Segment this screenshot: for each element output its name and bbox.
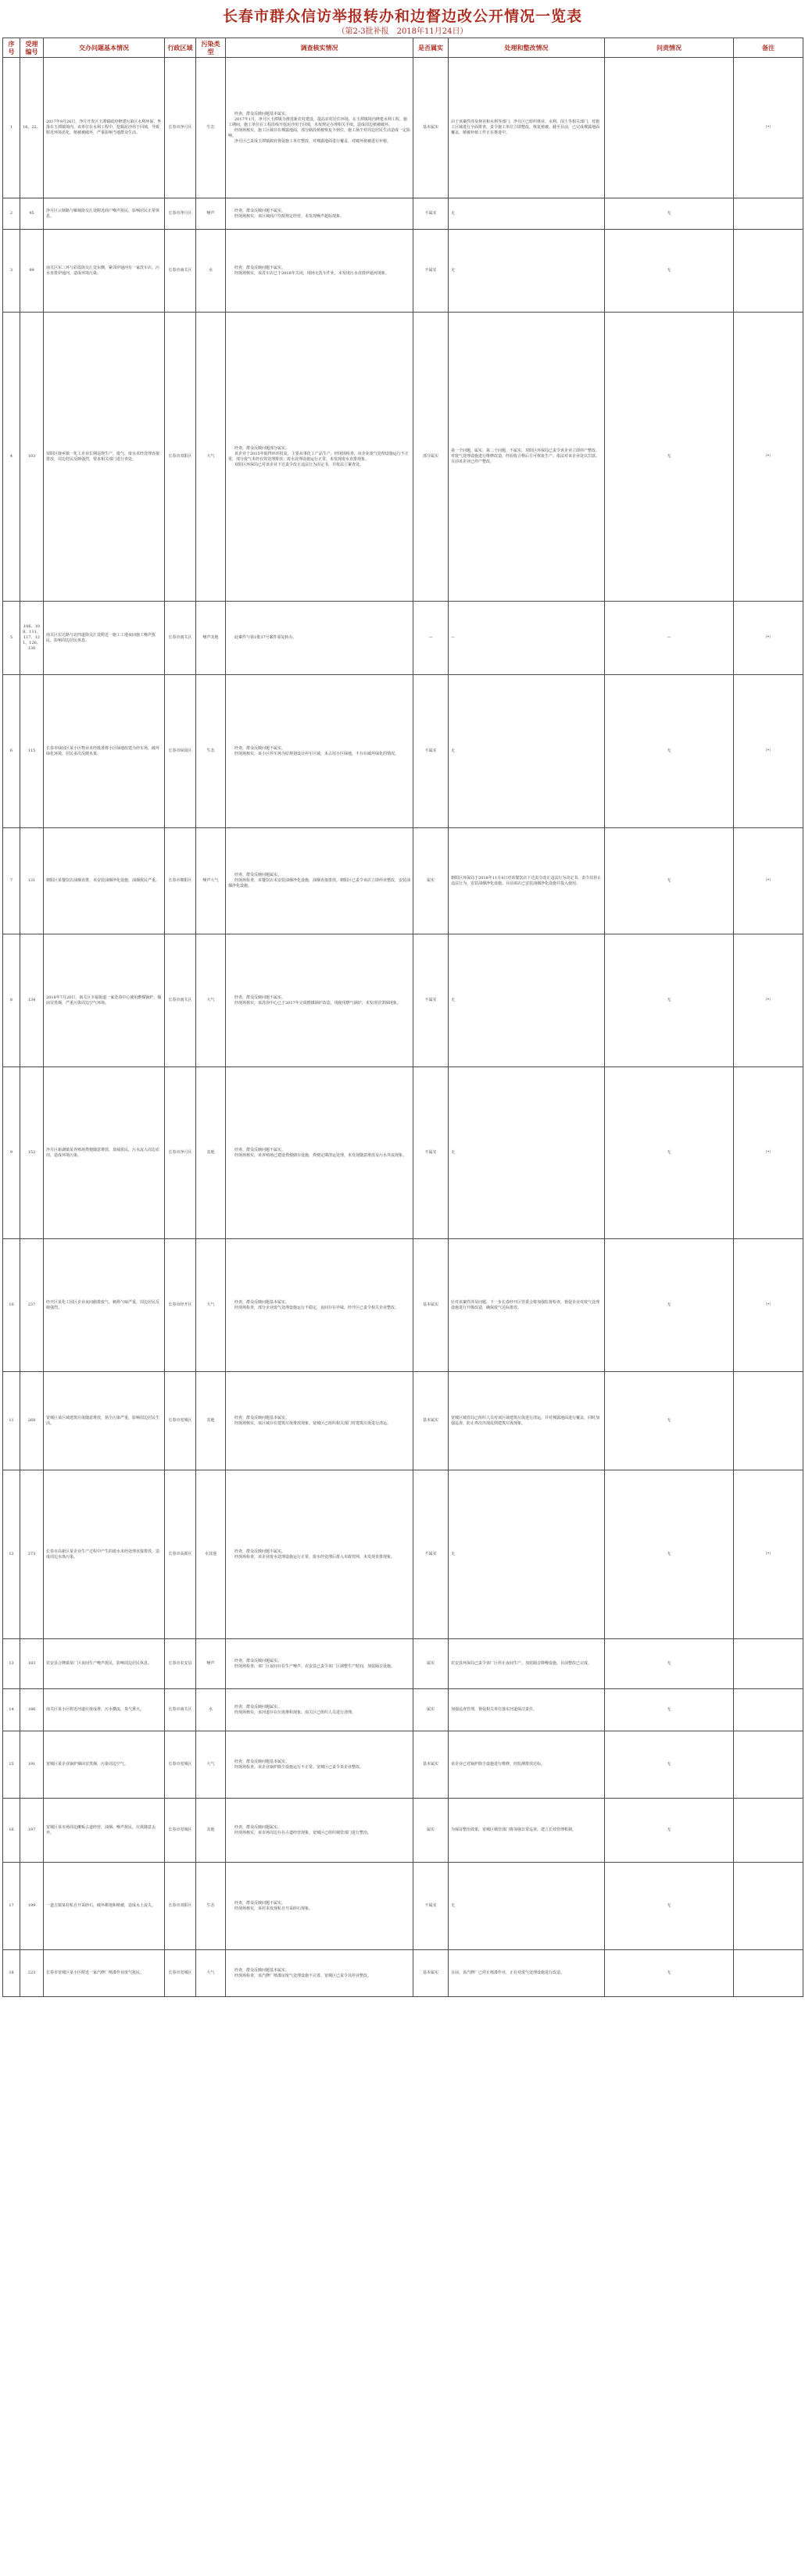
row-number: 14 bbox=[3, 1689, 20, 1731]
row-account: 无 bbox=[605, 934, 734, 1067]
detail-paragraph: 经查，群众反映问题基本属实。 bbox=[234, 1415, 290, 1420]
table-row bbox=[3, 828, 803, 934]
row-detail bbox=[226, 675, 413, 828]
row-detail bbox=[226, 198, 413, 230]
table-body bbox=[3, 58, 803, 1997]
row-account: 无 bbox=[605, 1372, 734, 1470]
row-remark: （*） bbox=[734, 1239, 803, 1372]
row-code: 199 bbox=[20, 1863, 44, 1950]
row-account: 无 bbox=[605, 230, 734, 313]
row-rectify: — bbox=[449, 602, 605, 675]
row-summary: 双阳区鹿乡镇一化工企业长期违规生产，废气、废水未经处理直接排放，周边村民反映强烈，要求相关部门进行查处。 bbox=[44, 313, 165, 602]
row-detail bbox=[226, 1950, 413, 1997]
row-type: 生态 bbox=[196, 58, 226, 198]
detail-paragraph: 经现场检查，该企业废水处理设施运行正常，废水经处理后排入市政管网，未发现直排现象。 bbox=[234, 1554, 395, 1560]
row-number: 1 bbox=[3, 58, 20, 198]
row-detail bbox=[226, 1731, 413, 1799]
col-header: 调查核实情况 bbox=[226, 38, 413, 58]
row-detail bbox=[226, 1689, 413, 1731]
detail-paragraph: 经现场核实，该区域存在建筑垃圾堆放现象。宽城区已组织相关部门对建筑垃圾进行清运。 bbox=[234, 1420, 392, 1426]
table-row bbox=[3, 1067, 803, 1239]
row-account: 无 bbox=[605, 198, 734, 230]
row-verified: 属实 bbox=[413, 1799, 449, 1863]
row-code: 106、108、111、117、121、126、130 bbox=[20, 602, 44, 675]
header-row bbox=[3, 38, 803, 58]
row-verified: 属实 bbox=[413, 1639, 449, 1689]
row-rectify: 无 bbox=[449, 230, 605, 313]
detail-paragraph: 经查，群众反映问题部分属实。 bbox=[234, 445, 290, 451]
row-summary: 一道吉镇某村私自开采砂石，破坏耕地和植被，造成水土流失。 bbox=[44, 1863, 165, 1950]
detail-paragraph: 净月区已责成玉潭镇政府督促施工单位整改，对裸露地面进行覆盖，对破坏植被进行补植。 bbox=[234, 138, 392, 144]
row-area: 长春市宽城区 bbox=[165, 1372, 196, 1470]
row-detail bbox=[226, 1639, 413, 1689]
row-code: 16、22、 bbox=[20, 58, 44, 198]
col-header: 污染类型 bbox=[196, 38, 226, 58]
row-verified: — bbox=[413, 602, 449, 675]
row-rectify: 该企业已对锅炉除尘设施进行维修，经监测排放达标。 bbox=[449, 1731, 605, 1799]
row-area: 长春市宽城区 bbox=[165, 1799, 196, 1863]
row-type: 大气 bbox=[196, 1239, 226, 1372]
row-type: 水 bbox=[196, 230, 226, 313]
detail-paragraph: 经现场核实，该洗车店已于2018年关闭，现场无洗车作业，未发现污水直排伊通河现象。 bbox=[234, 270, 389, 276]
row-verified: 不属实 bbox=[413, 1470, 449, 1639]
detail-paragraph: 经现场检查，该厂区夜间存在生产噪声。农安县已责令该厂区调整生产时间，加装隔音设施。 bbox=[234, 1663, 395, 1669]
row-detail bbox=[226, 1067, 413, 1239]
row-type: 水 bbox=[196, 1689, 226, 1731]
row-rectify: 无 bbox=[449, 1067, 605, 1239]
table-row bbox=[3, 602, 803, 675]
row-verified: 不属实 bbox=[413, 675, 449, 828]
row-verified: 基本属实 bbox=[413, 58, 449, 198]
row-verified: 部分属实 bbox=[413, 313, 449, 602]
row-type: 噪声其他 bbox=[196, 602, 226, 675]
row-verified: 不属实 bbox=[413, 1067, 449, 1239]
page-title: 长春市群众信访举报转办和边督边改公开情况一览表 bbox=[222, 8, 582, 25]
row-rectify: 为保证整治效果，宽城区城管部门将加强日常巡查，建立长效管理机制。 bbox=[449, 1799, 605, 1863]
table-row bbox=[3, 1950, 803, 1997]
col-header: 问责情况 bbox=[605, 38, 734, 58]
row-account: 无 bbox=[605, 1950, 734, 1997]
detail-paragraph: 该企业于2015年取得环评批复，主要从事化工产品生产。经现场检查，该企业废气处理设施运行不正常，部分废气未经有效处理排放；废水处理设施运行正常，未发现废水直排现象。 bbox=[228, 451, 409, 462]
row-rectify: 无 bbox=[449, 1863, 605, 1950]
row-remark bbox=[734, 198, 803, 230]
col-header: 备注 bbox=[734, 38, 803, 58]
row-type: 大气 bbox=[196, 1950, 226, 1997]
detail-paragraph: 经现场核实，该小区停车场为原规划设计停车区域，未占用小区绿地，不存在破坏绿化的情况。 bbox=[234, 751, 399, 756]
detail-paragraph: 经现场核实，该区域商户均按规定经营，未发现噪声超标现象。 bbox=[234, 213, 345, 219]
row-summary: 朝阳区某餐饮店油烟直排，未安装油烟净化设施，油烟扰民严重。 bbox=[44, 828, 165, 934]
row-code: 197 bbox=[20, 1799, 44, 1863]
detail-paragraph: 经查，群众反映问题属实。 bbox=[234, 1658, 282, 1663]
row-verified: 属实 bbox=[413, 1689, 449, 1731]
row-type: 生态 bbox=[196, 675, 226, 828]
detail-paragraph: 经现场检查，该企业锅炉除尘设施运行不正常。宽城区已责令该企业整改。 bbox=[234, 1764, 364, 1770]
row-summary: 南关区宏达路与北四道街交汇处附近一施工工地夜间施工噪声扰民，影响周边居民休息。 bbox=[44, 602, 165, 675]
row-detail bbox=[226, 1239, 413, 1372]
row-number: 15 bbox=[3, 1731, 20, 1799]
row-code: 191 bbox=[20, 1731, 44, 1799]
row-code: 183 bbox=[20, 1639, 44, 1689]
row-account: 无 bbox=[605, 1799, 734, 1863]
row-account: 无 bbox=[605, 1470, 734, 1639]
row-code: 103 bbox=[20, 313, 44, 602]
row-type: 生态 bbox=[196, 1863, 226, 1950]
row-area: 长春市双阳区 bbox=[165, 1863, 196, 1950]
detail-paragraph: 经现场核实，该洗浴中心已于2017年完成燃煤锅炉改造，现使用燃气锅炉，未发现冒黑烟现象。 bbox=[234, 1000, 401, 1006]
row-type: 大气 bbox=[196, 934, 226, 1067]
table-row bbox=[3, 1689, 803, 1731]
row-number: 4 bbox=[3, 313, 20, 602]
table-row bbox=[3, 1470, 803, 1639]
row-code: 99 bbox=[20, 230, 44, 313]
row-verified: 基本属实 bbox=[413, 1731, 449, 1799]
table-row bbox=[3, 1639, 803, 1689]
detail-paragraph: 经现场核实，该市场周边存在占道经营现象。宽城区已组织城管部门进行整治。 bbox=[234, 1830, 372, 1835]
row-detail bbox=[226, 230, 413, 313]
row-remark bbox=[734, 1372, 803, 1470]
row-area: 长春市农安县 bbox=[165, 1639, 196, 1689]
table-row bbox=[3, 198, 803, 230]
table-row bbox=[3, 58, 803, 198]
detail-paragraph: 经查，群众反映问题不属实。 bbox=[234, 208, 286, 213]
detail-paragraph: 双阳区环保局已对该企业下达责令改正违法行为决定书，并依法立案查处。 bbox=[234, 462, 364, 467]
row-summary: 宽城区某市场周边摊贩占道经营，油烟、噪声扰民，垃圾随意丢弃。 bbox=[44, 1799, 165, 1863]
row-summary: 南关区某小区附近河道垃圾成堆，污水横流，臭气熏天。 bbox=[44, 1689, 165, 1731]
detail-paragraph: 经查，群众反映问题基本属实。 bbox=[234, 111, 290, 116]
row-area: 长春市朝阳区 bbox=[165, 828, 196, 934]
row-code: 186 bbox=[20, 1689, 44, 1731]
row-remark: （*） bbox=[734, 602, 803, 675]
table-row bbox=[3, 934, 803, 1067]
row-account: 无 bbox=[605, 1863, 734, 1950]
row-detail bbox=[226, 1372, 413, 1470]
row-type: 其他 bbox=[196, 1372, 226, 1470]
row-code: 115 bbox=[20, 675, 44, 828]
col-header: 处理和整改情况 bbox=[449, 38, 605, 58]
detail-paragraph: 经查，群众反映问题不属实。 bbox=[234, 265, 286, 270]
row-detail bbox=[226, 1470, 413, 1639]
report-table bbox=[2, 38, 803, 1997]
row-rectify: 农安县环保局已责令该厂区停止夜间生产，加装隔音降噪设施，目前整改已完成。 bbox=[449, 1639, 605, 1689]
row-summary: 长春市高新区某企业生产过程中产生的废水未经处理直接排放，造成周边水体污染。 bbox=[44, 1470, 165, 1639]
row-remark bbox=[734, 1639, 803, 1689]
row-account: — bbox=[605, 602, 734, 675]
row-area: 长春市净月区 bbox=[165, 198, 196, 230]
detail-paragraph: 经现场核实，施工区域存在裸露地面，部分路段植被恢复不到位，施工扬尘对周边居民生活造成一定影响。 bbox=[228, 127, 411, 138]
row-summary: 净月区新湖镇某养殖场粪便随意堆放，臭味扰民，污水流入周边农田，造成环境污染。 bbox=[44, 1067, 165, 1239]
row-area: 长春市双阳区 bbox=[165, 313, 196, 602]
row-number: 6 bbox=[3, 675, 20, 828]
detail-paragraph: 经查，群众反映问题不属实。 bbox=[234, 1900, 286, 1906]
detail-paragraph: 此案件与第1批37号案件重复转办。 bbox=[234, 635, 297, 640]
table-row bbox=[3, 1863, 803, 1950]
row-summary: 宽城区某区域建筑垃圾随意堆放，扬尘污染严重，影响周边居民生活。 bbox=[44, 1372, 165, 1470]
row-verified: 基本属实 bbox=[413, 1239, 449, 1372]
row-account: 无 bbox=[605, 1689, 734, 1731]
table-row bbox=[3, 1372, 803, 1470]
row-area: 长春市南关区 bbox=[165, 230, 196, 313]
row-code: 268 bbox=[20, 1372, 44, 1470]
detail-paragraph: 经查，群众反映问题基本属实。 bbox=[234, 1299, 290, 1305]
row-verified: 基本属实 bbox=[413, 1950, 449, 1997]
row-number: 5 bbox=[3, 602, 20, 675]
detail-paragraph: 经现场核实，该村未发现私自开采砂石现象。 bbox=[234, 1906, 313, 1911]
row-rectify: 无 bbox=[449, 198, 605, 230]
row-rectify: 加强巡查管理，督促相关单位落实河道保洁责任。 bbox=[449, 1689, 605, 1731]
row-number: 17 bbox=[3, 1863, 20, 1950]
row-code: 131 bbox=[20, 828, 44, 934]
row-area: 长春市宽城区 bbox=[165, 1950, 196, 1997]
row-summary: 2017年9月26日，净月开发区玉潭镇政府修建污染区水利环保，坐落在玉潭镇境内，该单位在水利工程中，挖掘泥沙用于回填，导致附近环境恶化，植被被破坏，严重影响当地群众生活。 bbox=[44, 58, 165, 198]
page-subtitle: （第2-3批补报 2018年11月24日） bbox=[337, 27, 468, 36]
row-code: 95 bbox=[20, 198, 44, 230]
row-remark bbox=[734, 1689, 803, 1731]
detail-paragraph: 经查，群众反映问题属实。 bbox=[234, 1824, 282, 1830]
row-detail bbox=[226, 1863, 413, 1950]
table-row bbox=[3, 230, 803, 313]
row-area: 长春市经开区 bbox=[165, 1239, 196, 1372]
row-area: 长春市宽城区 bbox=[165, 1731, 196, 1799]
row-rectify: 针对该案件涉及问题，下一步长春经开区管委会将加强监督检查，督促企业对废气处理设施进行升级改造，确保废气达标排放。 bbox=[449, 1239, 605, 1372]
detail-paragraph: 经查，群众反映问题不属实。 bbox=[234, 745, 286, 751]
row-verified: 属实 bbox=[413, 828, 449, 934]
row-summary: 净月区云鼎路与雁城街交汇处附近商户噪声扰民，影响居民正常休息。 bbox=[44, 198, 165, 230]
row-account: 无 bbox=[605, 1239, 734, 1372]
row-summary: 长春市绿园区某小区物业未经批准将小区绿地改建为停车场，破坏绿化环境，居民多次反映未果。 bbox=[44, 675, 165, 828]
row-account bbox=[605, 58, 734, 198]
row-detail bbox=[226, 602, 413, 675]
row-detail bbox=[226, 1799, 413, 1863]
row-area: 长春市南关区 bbox=[165, 602, 196, 675]
row-type: 大气 bbox=[196, 313, 226, 602]
row-account: 无 bbox=[605, 1731, 734, 1799]
col-header: 交办问题基本情况 bbox=[44, 38, 165, 58]
row-rectify: 无 bbox=[449, 1470, 605, 1639]
table-row bbox=[3, 1799, 803, 1863]
row-number: 3 bbox=[3, 230, 20, 313]
row-rectify: 由于该案件涉及林业和水利等部门，净月区已组织林业、水利、国土等相关部门，对施工区域进行全面排查，责令施工单位立即整改，恢复植被。截至目前，已完成裸露地面覆盖，植被补植工作正在推进中。 bbox=[449, 58, 605, 198]
row-verified: 不属实 bbox=[413, 934, 449, 1067]
detail-paragraph: 经查，群众反映问题基本属实。 bbox=[234, 1759, 290, 1764]
detail-paragraph: 经查，群众反映问题不属实。 bbox=[234, 1147, 286, 1152]
row-detail bbox=[226, 313, 413, 602]
detail-paragraph: 经查，群众反映问题不属实。 bbox=[234, 995, 286, 1000]
row-code: 237 bbox=[20, 1239, 44, 1372]
row-remark: （*） bbox=[734, 313, 803, 602]
row-type: 其他 bbox=[196, 1799, 226, 1863]
row-remark bbox=[734, 230, 803, 313]
row-type: 水其他 bbox=[196, 1470, 226, 1639]
row-summary: 2018年7月20日，南关区幸福街道一家洗浴中心使用燃煤锅炉，烟囱冒黑烟，严重污染周边空气环境。 bbox=[44, 934, 165, 1067]
row-number: 11 bbox=[3, 1372, 20, 1470]
table-row bbox=[3, 1731, 803, 1799]
row-number: 8 bbox=[3, 934, 20, 1067]
row-number: 10 bbox=[3, 1239, 20, 1372]
row-account: 无 bbox=[605, 1067, 734, 1239]
detail-paragraph: 经查，群众反映问题属实。 bbox=[234, 873, 282, 877]
row-area: 长春市净月区 bbox=[165, 1067, 196, 1239]
row-code: 152 bbox=[20, 1067, 44, 1239]
detail-paragraph: 经现场核实，该养殖场已建设粪便储存设施，粪便定期清运处理，未发现随意堆放及污水外流现象。 bbox=[234, 1152, 407, 1158]
row-code: 273 bbox=[20, 1470, 44, 1639]
row-verified: 不属实 bbox=[413, 1863, 449, 1950]
row-detail bbox=[226, 828, 413, 934]
row-type: 大气 bbox=[196, 1731, 226, 1799]
row-remark: （*） bbox=[734, 1067, 803, 1239]
row-type: 噪声大气 bbox=[196, 828, 226, 934]
row-detail bbox=[226, 934, 413, 1067]
col-header: 行政区域 bbox=[165, 38, 196, 58]
row-remark bbox=[734, 1731, 803, 1799]
row-account: 无 bbox=[605, 828, 734, 934]
row-number: 2 bbox=[3, 198, 20, 230]
detail-paragraph: 经现场检查，该汽修厂喷漆房废气处理设施不完善。宽城区已责令其停业整改。 bbox=[234, 1973, 372, 1978]
row-type: 噪声 bbox=[196, 198, 226, 230]
row-type: 噪声 bbox=[196, 1639, 226, 1689]
row-code: 134 bbox=[20, 934, 44, 1067]
row-detail bbox=[226, 58, 413, 198]
row-area: 长春市净月区 bbox=[165, 58, 196, 198]
detail-paragraph: 经查，群众反映问题属实。 bbox=[234, 1704, 282, 1710]
row-remark: （*） bbox=[734, 934, 803, 1067]
row-remark bbox=[734, 1863, 803, 1950]
row-account: 无 bbox=[605, 675, 734, 828]
row-rectify: 无 bbox=[449, 934, 605, 1067]
detail-paragraph: 经现场核实，该河道存在垃圾堆积现象。南关区已组织人员进行清理。 bbox=[234, 1710, 356, 1715]
row-number: 7 bbox=[3, 828, 20, 934]
row-remark bbox=[734, 1950, 803, 1997]
row-rectify: 无 bbox=[449, 675, 605, 828]
row-summary: 南关区东三环与彩霞街交汇处东侧，紧邻伊通河有一家洗车店，污水直排伊通河，造成环境污染。 bbox=[44, 230, 165, 313]
table-row bbox=[3, 313, 803, 602]
detail-paragraph: 2017年1月，净月区玉潭镇为推进新农村建设，提高农村居住环境，在玉潭镇境内修建水利工程。施工期间，施工单位在工程沿线开挖泥沙用于回填，未按规定办理相关手续，造成周边植被破坏。 bbox=[228, 116, 407, 127]
row-remark: （*） bbox=[734, 675, 803, 828]
row-rectify: 宽城区城管局已组织人员对该区域建筑垃圾进行清运，并对裸露地面进行覆盖，同时加强巡查，防止再次出现乱倒建筑垃圾现象。 bbox=[449, 1372, 605, 1470]
row-number: 18 bbox=[3, 1950, 20, 1997]
table-row bbox=[3, 675, 803, 828]
row-rectify: 目前，该汽修厂已停止喷漆作业，正在对废气处理设施进行改造。 bbox=[449, 1950, 605, 1997]
detail-paragraph: 经现场检查，部分企业废气处理设施运行不稳定，夜间存在异味。经开区已责令相关企业整改。 bbox=[234, 1305, 399, 1310]
row-account: 无 bbox=[605, 1639, 734, 1689]
row-area: 长春市绿园区 bbox=[165, 675, 196, 828]
row-remark: （*） bbox=[734, 58, 803, 198]
row-rectify: 朝阳区环保局于2018年11月4日对该餐饮店下达责令改正违法行为决定书，责令其停止违法行为，安装油烟净化设施。目前该店已安装油烟净化设施并投入使用。 bbox=[449, 828, 605, 934]
col-header: 是否属实 bbox=[413, 38, 449, 58]
row-code: 223 bbox=[20, 1950, 44, 1997]
row-verified: 基本属实 bbox=[413, 1372, 449, 1470]
detail-paragraph: 经查，群众反映问题基本属实。 bbox=[234, 1967, 290, 1973]
row-verified: 不属实 bbox=[413, 198, 449, 230]
row-number: 12 bbox=[3, 1470, 20, 1639]
row-rectify: 第一个问题，属实。第二个问题，不属实。双阳区环保局已责令该企业立即停产整改，对废气处理设施进行维修改造，经验收合格后方可恢复生产。依法对该企业处以罚款。目前该企业已停产整改。 bbox=[449, 313, 605, 602]
row-type: 其他 bbox=[196, 1067, 226, 1239]
row-remark: （*） bbox=[734, 1470, 803, 1639]
row-summary: 农安县合隆镇某厂区夜间生产噪声扰民，影响周边居民休息。 bbox=[44, 1639, 165, 1689]
detail-paragraph: 经现场检查，该餐饮店未安装油烟净化设施，油烟直接排放。朝阳区已责令该店立即停业整改，安装油烟净化设施。 bbox=[228, 878, 411, 888]
row-area: 长春市南关区 bbox=[165, 934, 196, 1067]
row-account: 无 bbox=[605, 313, 734, 602]
row-summary: 长春市宽城区某小区附近一家汽修厂喷漆作业废气扰民。 bbox=[44, 1950, 165, 1997]
col-header: 序号 bbox=[3, 38, 20, 58]
row-summary: 经开区某化工园区企业夜间偷排废气，刺鼻气味严重，周边居民反映强烈。 bbox=[44, 1239, 165, 1372]
detail-paragraph: 经查，群众反映问题不属实。 bbox=[234, 1549, 286, 1554]
col-header: 受理编号 bbox=[20, 38, 44, 58]
row-summary: 宽城区某企业锅炉烟囱冒黑烟，污染周边空气。 bbox=[44, 1731, 165, 1799]
row-number: 13 bbox=[3, 1639, 20, 1689]
row-number: 9 bbox=[3, 1067, 20, 1239]
row-number: 16 bbox=[3, 1799, 20, 1863]
table-row bbox=[3, 1239, 803, 1372]
row-verified: 不属实 bbox=[413, 230, 449, 313]
row-remark bbox=[734, 1799, 803, 1863]
row-area: 长春市南关区 bbox=[165, 1689, 196, 1731]
row-remark: （*） bbox=[734, 828, 803, 934]
row-area: 长春市高新区 bbox=[165, 1470, 196, 1639]
